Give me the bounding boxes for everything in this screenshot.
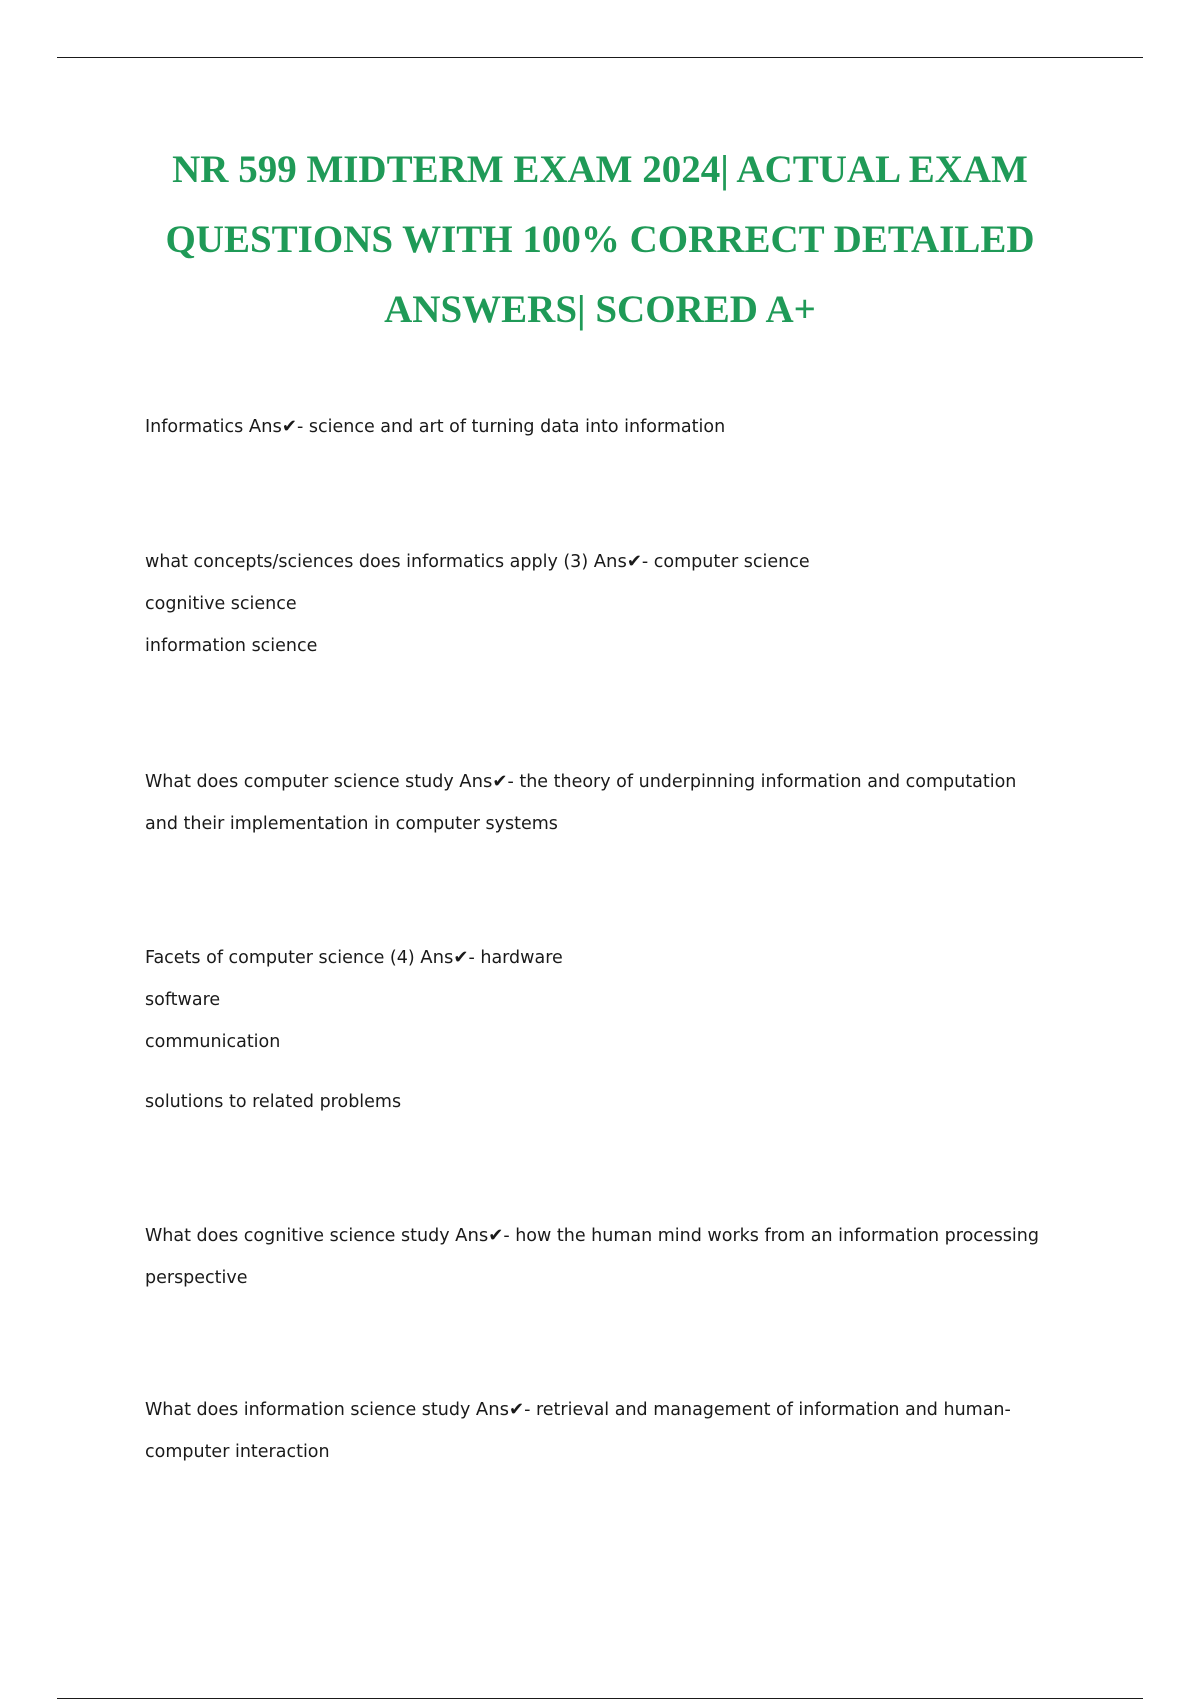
question-text: what concepts/sciences does informatics apply (3): [145, 552, 594, 572]
answer-line: information science: [145, 636, 318, 656]
answer-line: communication: [145, 1032, 281, 1052]
answer-marker: Ans✔: [455, 1225, 504, 1246]
title-line-2: QUESTIONS WITH 100% CORRECT DETAILED: [165, 218, 1035, 261]
answer-line: perspective: [145, 1268, 248, 1288]
answer-line: computer interaction: [145, 1442, 330, 1462]
title-line-1: NR 599 MIDTERM EXAM 2024| ACTUAL EXAM: [172, 148, 1028, 191]
qa-row: [145, 1215, 1105, 1257]
answer-marker: Ans✔: [593, 551, 642, 572]
question-text: Informatics: [145, 417, 249, 437]
answer-marker: Ans✔: [420, 947, 469, 968]
question-text: What does information science study: [145, 1400, 476, 1420]
top-rule: [57, 57, 1143, 58]
bottom-rule: [57, 1698, 1143, 1699]
qa-item-computer-science: [145, 761, 1105, 845]
answer-text: - computer science: [641, 552, 810, 572]
document-title: [100, 135, 1100, 345]
qa-row: [145, 761, 1105, 803]
answer-line: and their implementation in computer systems: [145, 814, 558, 834]
question-text: What does cognitive science study: [145, 1226, 456, 1246]
answer-text: - how the human mind works from an information processing: [503, 1226, 1039, 1246]
answer-marker: Ans✔: [475, 1399, 525, 1420]
question-text: Facets of computer science (4): [145, 948, 421, 968]
title-line-3: ANSWERS| SCORED A+: [384, 288, 816, 331]
answer-marker: Ans✔: [248, 416, 297, 437]
answer-line: cognitive science: [145, 594, 297, 614]
answer-text: - the theory of underpinning information and computation: [507, 772, 1017, 792]
qa-row: [145, 541, 1105, 583]
qa-row: [145, 406, 1105, 448]
answer-text: - hardware: [468, 948, 563, 968]
qa-item-facets: [145, 937, 1105, 1123]
qa-item-information-science: [145, 1389, 1105, 1473]
qa-item-cognitive-science: [145, 1215, 1105, 1299]
qa-row: [145, 937, 1105, 979]
answer-line: software: [145, 990, 221, 1010]
qa-row: [145, 1389, 1105, 1431]
answer-text: - science and art of turning data into information: [297, 417, 726, 437]
question-text: What does computer science study: [145, 772, 460, 792]
answer-line: solutions to related problems: [145, 1092, 402, 1112]
answer-marker: Ans✔: [459, 771, 508, 792]
answer-text: - retrieval and management of information and human-: [524, 1400, 1011, 1420]
qa-item-informatics: [145, 406, 1105, 448]
qa-item-informatics-concepts: [145, 541, 1105, 667]
